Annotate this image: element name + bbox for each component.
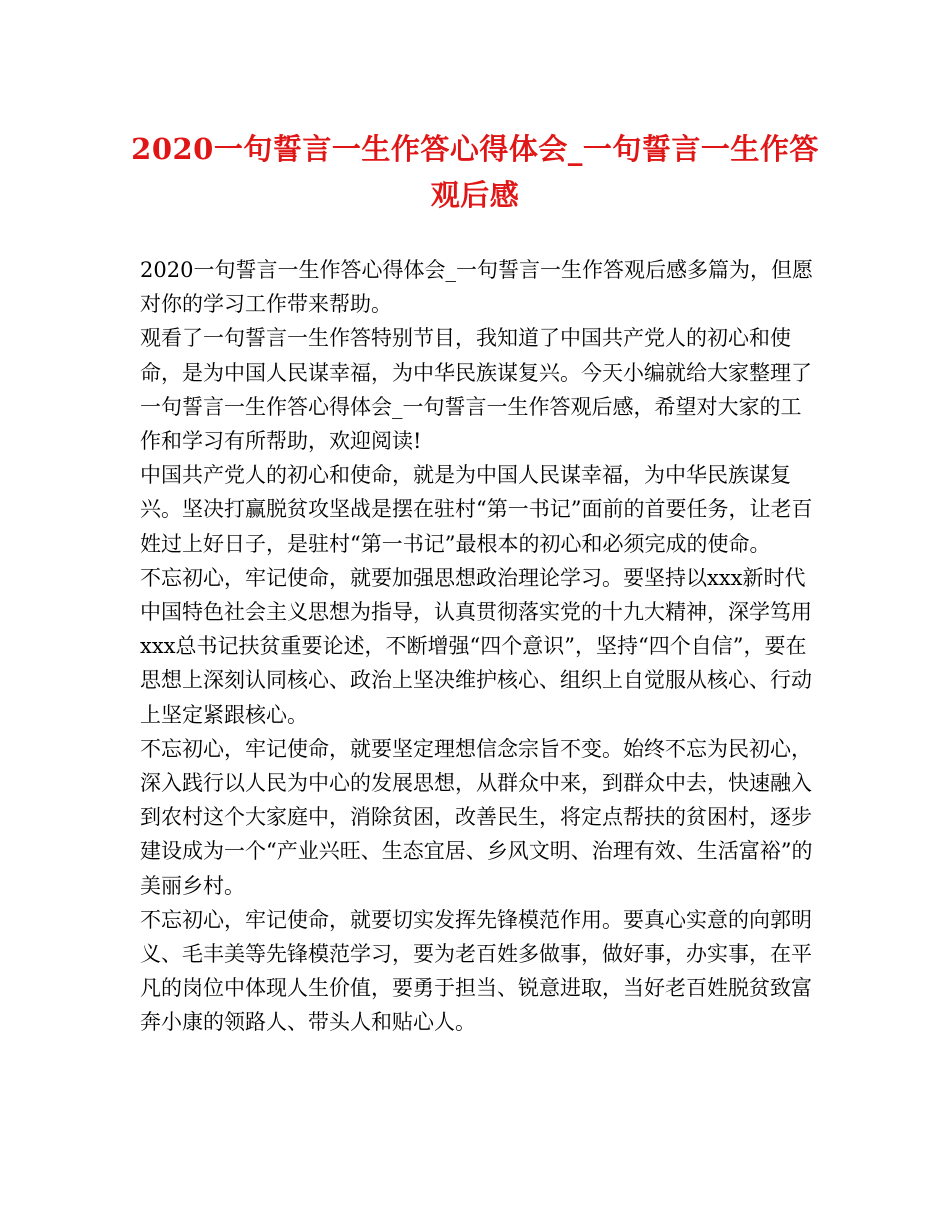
paragraph-intro: 2020一句誓言一生作答心得体会_一句誓言一生作答观后感多篇为，但愿对你的学习工作带来帮助。 (140, 258, 813, 317)
document-body (140, 253, 820, 1040)
paragraph-theory-study: 不忘初心，牢记使命，就要加强思想政治理论学习。要坚持以xxx新时代中国特色社会主义思想为指导，认真贯彻落实党的十九大精神，深学笃用xxx总书记扶贫重要论述，不断增强“四个意识”，坚持“四个自信”，要在思想上深刻认同核心、政治上坚决维护核心、组织上自觉服从核心、行动上坚定紧跟核心。 (140, 565, 812, 727)
paragraph-program-summary: 观看了一句誓言一生作答特别节目，我知道了中国共产党人的初心和使命，是为中国人民谋幸福，为中华民族谋复兴。今天小编就给大家整理了一句誓言一生作答心得体会_一句誓言一生作答观后感，希望对大家的工作和学习有所帮助，欢迎阅读! (140, 326, 812, 454)
paragraph-mission: 中国共产党人的初心和使命，就是为中国人民谋幸福，为中华民族谋复兴。坚决打赢脱贫攻坚战是摆在驻村“第一书记”面前的首要任务，让老百姓过上好日子，是驻村“第一书记”最根本的初心和必须完成的使命。 (140, 463, 813, 556)
paragraph-role-models: 不忘初心，牢记使命，就要切实发挥先锋模范作用。要真心实意的向郭明义、毛丰美等先锋模范学习，要为老百姓多做事，做好事，办实事，在平凡的岗位中体现人生价值，要勇于担当、锐意进取，当好老百姓脱贫致富奔小康的领路人、带头人和贴心人。 (140, 907, 812, 1035)
paragraph-ideals: 不忘初心，牢记使命，就要坚定理想信念宗旨不变。始终不忘为民初心，深入践行以人民为中心的发展思想，从群众中来，到群众中去，快速融入到农村这个大家庭中，消除贫困，改善民生，将定点帮扶的贫困村，逐步建设成为一个“产业兴旺、生态宜居、乡风文明、治理有效、生活富裕”的美丽乡村。 (140, 736, 813, 898)
document-title: 2020一句誓言一生作答心得体会_一句誓言一生作答观后感 (131, 132, 819, 212)
